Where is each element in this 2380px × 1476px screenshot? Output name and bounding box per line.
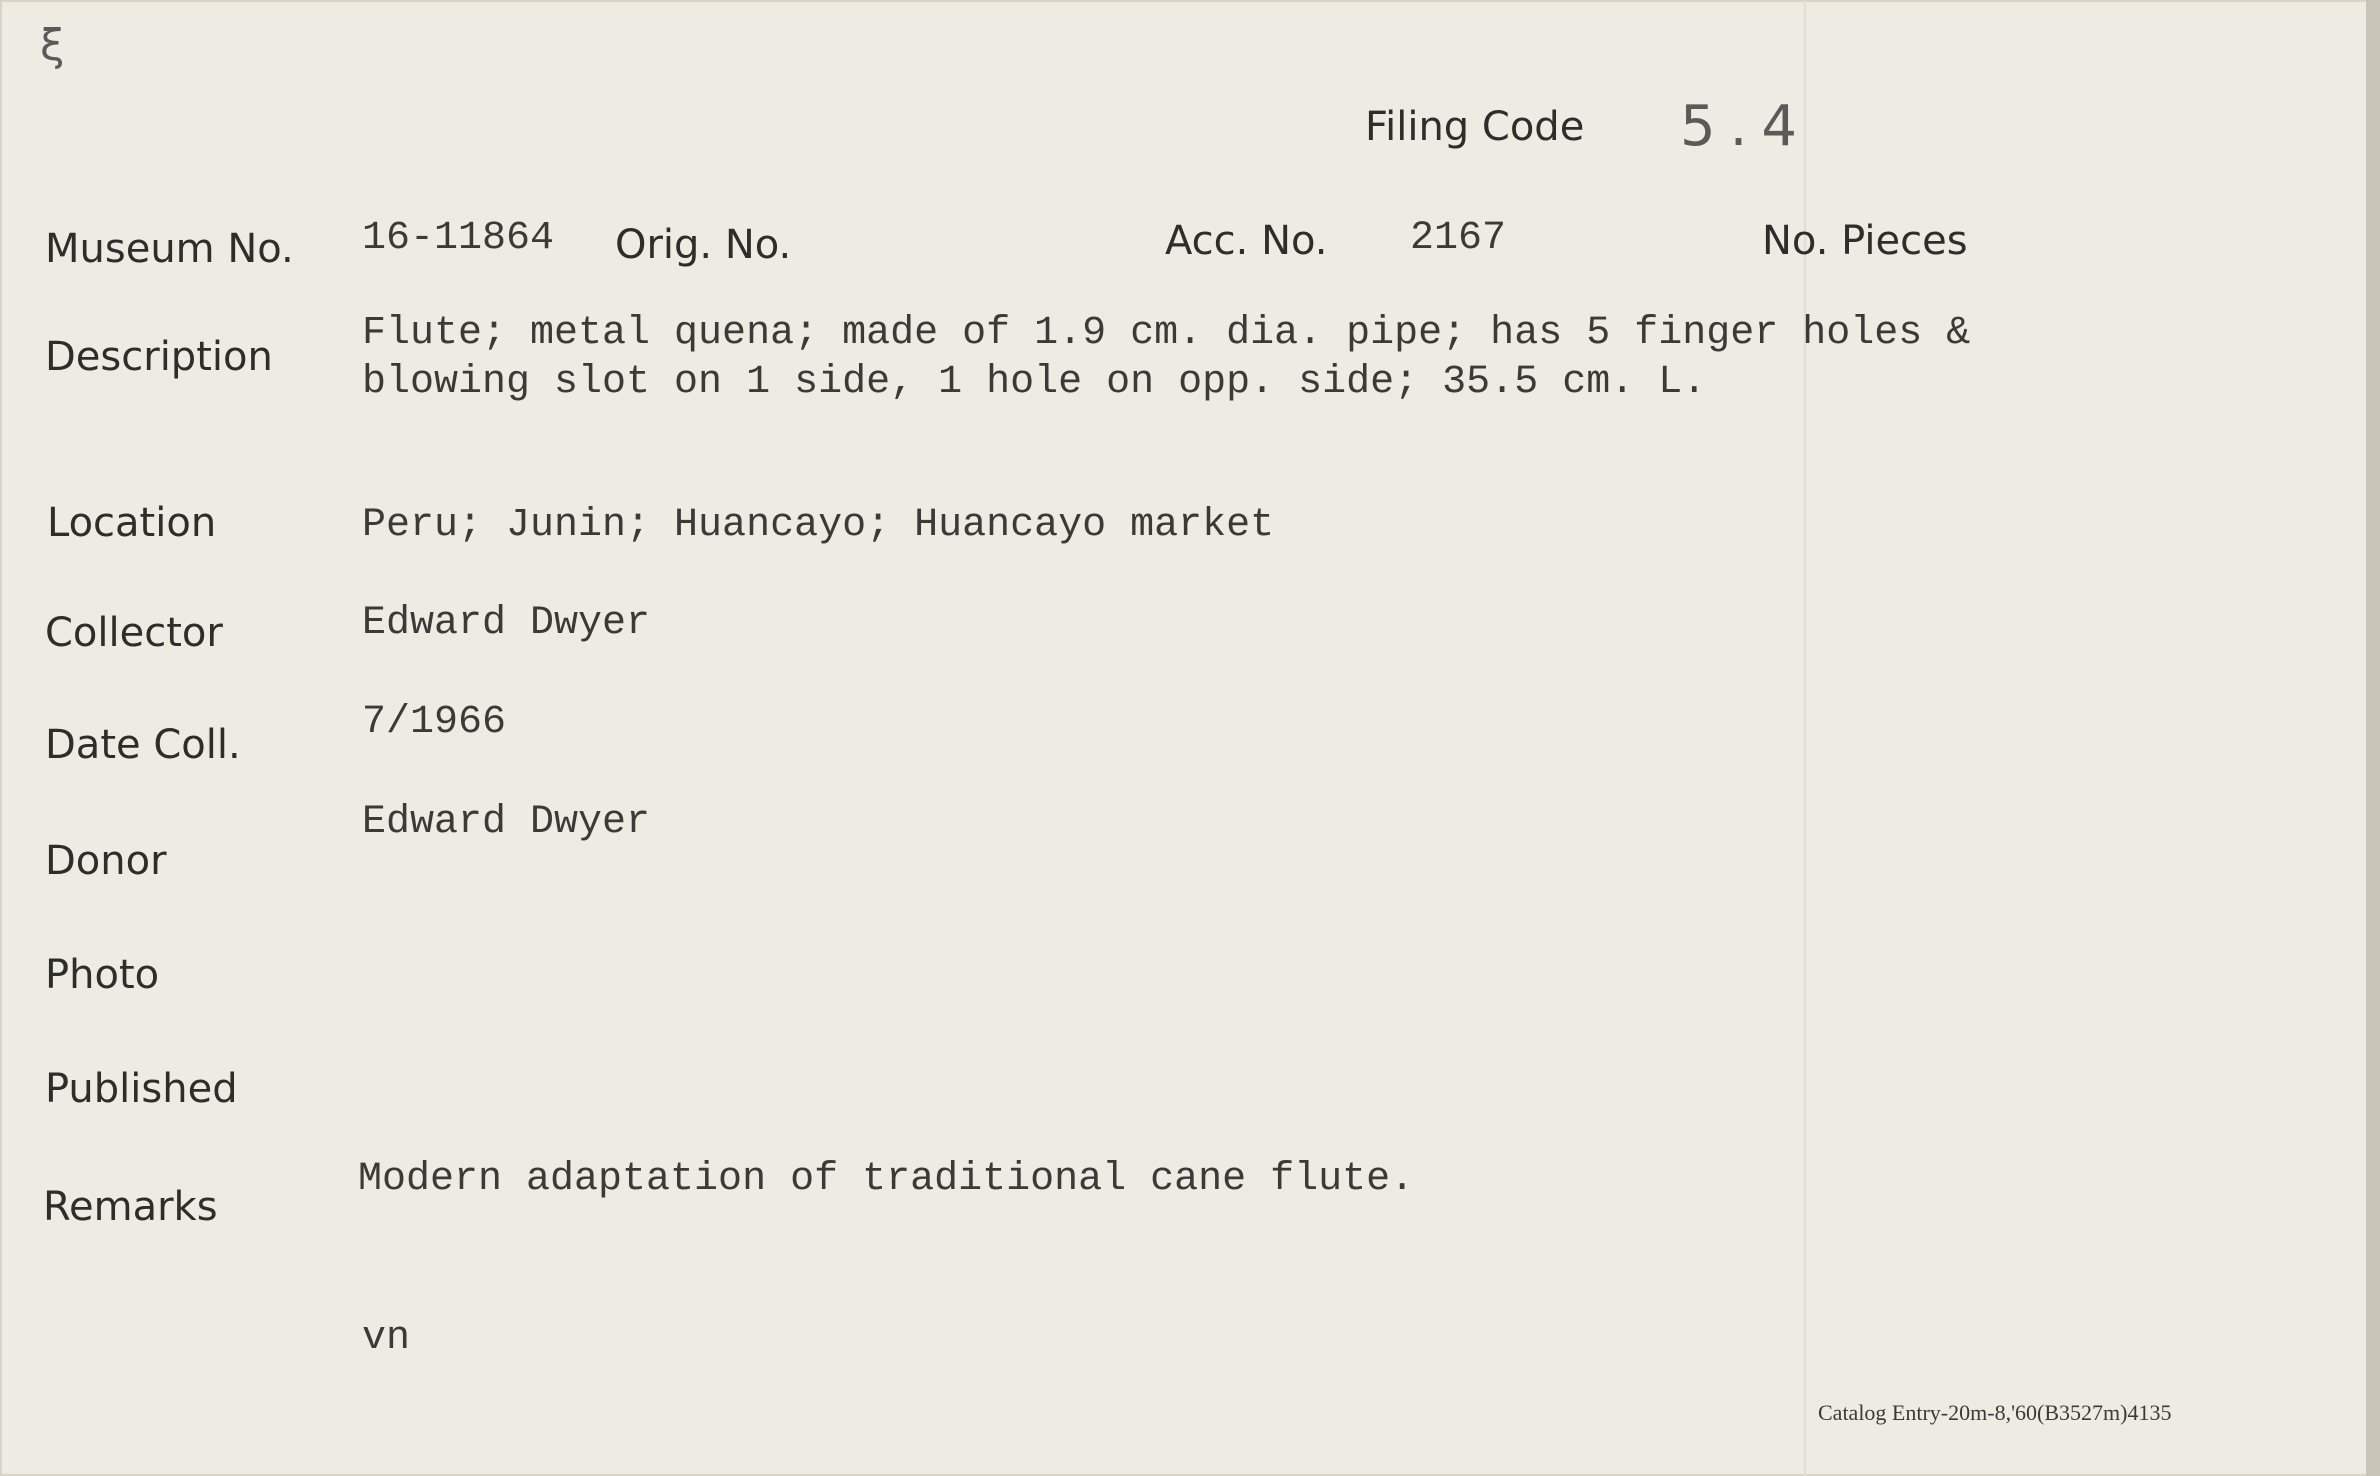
location-label: Location: [47, 500, 217, 546]
description-line-1: Flute; metal quena; made of 1.9 cm. dia. pipe; has 5 finger holes &: [362, 311, 1971, 356]
date-coll-label: Date Coll.: [45, 722, 241, 768]
museum-no-label: Museum No.: [45, 226, 294, 272]
donor-label: Donor: [45, 838, 167, 884]
corner-mark: ξ: [40, 20, 65, 71]
published-label: Published: [45, 1066, 238, 1112]
description-label: Description: [45, 334, 273, 380]
cataloger-initials: vn: [362, 1316, 411, 1361]
collector-label: Collector: [45, 610, 223, 656]
acc-no-label: Acc. No.: [1165, 218, 1328, 264]
description-line-2: blowing slot on 1 side, 1 hole on opp. side; 35.5 cm. L.: [362, 360, 1707, 405]
date-coll-value: 7/1966: [362, 700, 507, 745]
remarks-value: Modern adaptation of traditional cane flute.: [358, 1157, 1415, 1202]
collector-value: Edward Dwyer: [362, 601, 651, 646]
card-edge: [2366, 0, 2380, 1476]
footer-print: Catalog Entry-20m-8,'60(B3527m)4135: [1818, 1400, 2172, 1425]
filing-code-value: 5.4: [1680, 94, 1812, 159]
filing-code-label: Filing Code: [1365, 104, 1585, 150]
orig-no-label: Orig. No.: [615, 222, 792, 268]
donor-value: Edward Dwyer: [362, 800, 651, 845]
no-pieces-label: No. Pieces: [1762, 218, 1968, 264]
photo-label: Photo: [45, 952, 160, 998]
location-value: Peru; Junin; Huancayo; Huancayo market: [362, 503, 1275, 548]
museum-no-value: 16-11864: [362, 216, 555, 261]
acc-no-value: 2167: [1410, 216, 1507, 261]
remarks-label: Remarks: [43, 1184, 218, 1230]
